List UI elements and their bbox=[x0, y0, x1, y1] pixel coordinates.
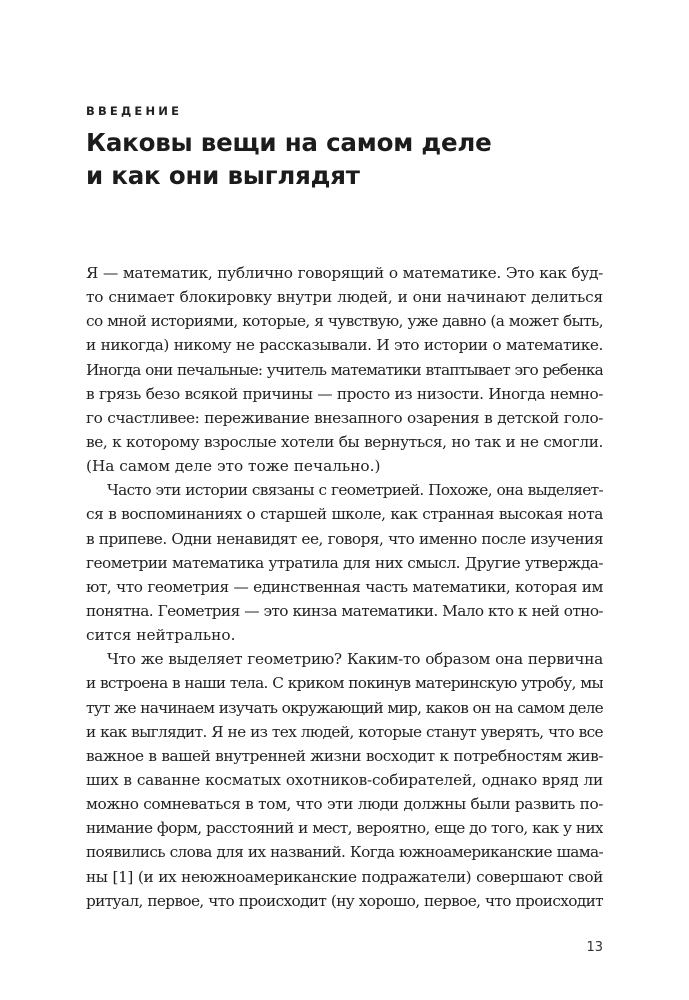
text-line: Я — математик, публично говорящий о математике. Это как буд- bbox=[86, 264, 603, 282]
text-line: нимание форм, расстояний и мест, вероятно, еще до того, как у них bbox=[86, 819, 603, 838]
text-line: Часто эти истории связаны с геометрией. Похоже, она выделяет- bbox=[107, 481, 603, 500]
chapter-title-line: и как они выглядят bbox=[86, 161, 360, 190]
chapter-title-line: Каковы вещи на самом деле bbox=[86, 128, 492, 157]
chapter-kicker: ВВЕДЕНИЕ bbox=[86, 104, 183, 118]
text-line: в припеве. Одни ненавидят ее, говоря, что именно после изучения bbox=[86, 529, 603, 548]
body-text bbox=[86, 261, 603, 913]
text-line: понятна. Геометрия — это кинза математики. Мало кто к ней отно- bbox=[86, 601, 603, 620]
text-line: Иногда они печальные: учитель математики втаптывает эго ребенка bbox=[86, 360, 603, 379]
text-line: и встроена в наши тела. С криком покинув материнскую утробу, мы bbox=[86, 674, 603, 693]
text-line: важное в вашей внутренней жизни восходит к потребностям жив- bbox=[86, 746, 603, 765]
text-line: ют, что геометрия — единственная часть математики, которая им bbox=[86, 577, 603, 596]
text-line: ве, к которому взрослые хотели бы вернуться, но так и не смогли. bbox=[86, 432, 603, 451]
text-line: ритуал, первое, что происходит (ну хорошо, первое, что происходит bbox=[86, 891, 603, 910]
text-line: ся в воспоминаниях о старшей школе, как странная высокая нота bbox=[86, 505, 603, 524]
text-line: можно сомневаться в том, что эти люди должны были развить по- bbox=[86, 795, 603, 814]
page-number: 13 bbox=[586, 940, 603, 955]
text-line: тут же начинаем изучать окружающий мир, каков он на самом деле bbox=[86, 698, 603, 717]
text-line: го счастливее: переживание внезапного озарения в детской голо- bbox=[86, 408, 603, 427]
text-line: сится нейтрально. bbox=[86, 626, 236, 645]
text-line: в грязь безо всякой причины — просто из низости. Иногда немно- bbox=[86, 384, 603, 403]
text-line: и никогда) никому не рассказывали. И это истории о математике. bbox=[86, 336, 603, 355]
text-line: ших в саванне косматых охотников-собирателей, однако вряд ли bbox=[86, 770, 603, 789]
chapter-title bbox=[86, 126, 606, 192]
text-line: и как выглядит. Я не из тех людей, которые станут уверять, что все bbox=[86, 722, 603, 741]
text-line: ны [1] (и их неюжноамериканские подражатели) совершают свой bbox=[86, 867, 603, 886]
text-line: (На самом деле это тоже печально.) bbox=[86, 457, 381, 476]
text-line: то снимает блокировку внутри людей, и они начинают делиться bbox=[86, 288, 603, 307]
text-line: появились слова для их названий. Когда южноамериканские шама- bbox=[86, 843, 603, 862]
text-line: со мной историями, которые, я чувствую, уже давно (а может быть, bbox=[86, 312, 603, 331]
text-line: геометрии математика утратила для них смысл. Другие утвержда- bbox=[86, 553, 603, 572]
text-line: Что же выделяет геометрию? Каким-то образом она первична bbox=[107, 650, 603, 669]
